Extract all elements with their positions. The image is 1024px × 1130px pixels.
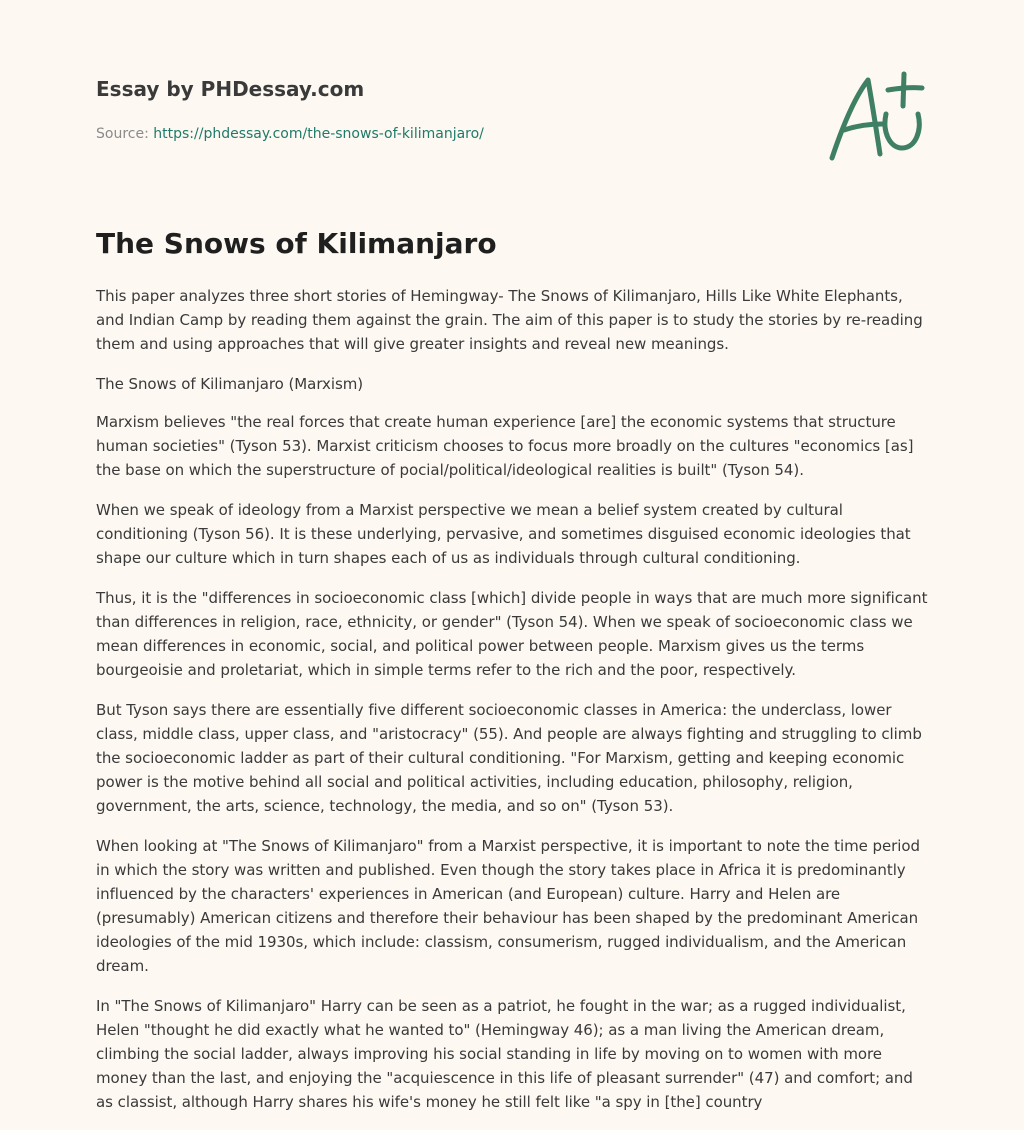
- paragraph: This paper analyzes three short stories of Hemingway- The Snows of Kilimanjaro, Hills Like White Elephants, and Indian Camp by reading them against the grain. The aim of this paper is to study the stories by re-reading them and using approaches that will give greater insights and reveal new meanings.: [96, 287, 923, 353]
- paragraph: Marxism believes "the real forces that create human experience [are] the economic systems that structure human societies" (Tyson 53). Marxist criticism chooses to focus more broadly on the cultures "economics [as] the base on which the superstructure of pocial/political/ideological realities is built" (Tyson 54).: [96, 413, 914, 479]
- a-plus-grade-icon: [824, 68, 928, 164]
- source-label: Source:: [96, 126, 154, 142]
- paragraph: When looking at "The Snows of Kilimanjaro" from a Marxist perspective, it is important to note the time period in which the story was written and published. Even though the story takes place in Africa it is predominantly influenced by the characters' experiences in American (and European) culture. Harry and Helen are (presumably) American citizens and therefore their behaviour has been shaped by the predominant American ideologies of the mid 1930s, which include: classism, consumerism, rugged individualism, and the American dream.: [96, 837, 921, 975]
- paragraph: But Tyson says there are essentially five different socioeconomic classes in America: the underclass, lower class, middle class, upper class, and "aristocracy" (55). And people are always fighting and struggling to climb the socioeconomic ladder as part of their cultural conditioning. "For Marxism, getting and keeping economic power is the motive behind all social and political activities, including education, philosophy, religion, government, the arts, science, technology, the media, and so on" (Tyson 53).: [96, 701, 922, 815]
- paragraph: In "The Snows of Kilimanjaro" Harry can be seen as a patriot, he fought in the war; as a rugged individualist, Helen "thought he did exactly what he wanted to" (Hemingway 46); as a man living the American dream, climbing the social ladder, always improving his social standing in life by moving on to women with more money than the last, and enjoying the "acquiescence in this life of pleasant surrender" (47) and comfort; and as classist, although Harry shares his wife's money he still felt like "a spy in [the] country: [96, 997, 913, 1111]
- source-line: [96, 124, 928, 144]
- section-heading: The Snows of Kilimanjaro (Marxism): [96, 375, 364, 393]
- essay-header: [96, 74, 928, 174]
- paragraph: When we speak of ideology from a Marxist perspective we mean a belief system created by cultural conditioning (Tyson 56). It is these underlying, pervasive, and sometimes disguised economic ideologies that shape our culture which in turn shapes each of us as individuals through cultural conditioning.: [96, 501, 911, 567]
- site-brand: Essay by PHDessay.com: [96, 77, 365, 101]
- essay-title: The Snows of Kilimanjaro: [96, 227, 497, 260]
- essay-body: [96, 284, 932, 1130]
- paragraph: Thus, it is the "differences in socioeconomic class [which] divide people in ways that are much more significant than differences in religion, race, ethnicity, or gender" (Tyson 54). When we speak of socioeconomic class we mean differences in economic, social, and political power between people. Marxism gives us the terms bourgeoisie and proletariat, which in simple terms refer to the rich and the poor, respectively.: [96, 589, 928, 679]
- source-link[interactable]: https://phdessay.com/the-snows-of-kilimanjaro/: [153, 126, 484, 142]
